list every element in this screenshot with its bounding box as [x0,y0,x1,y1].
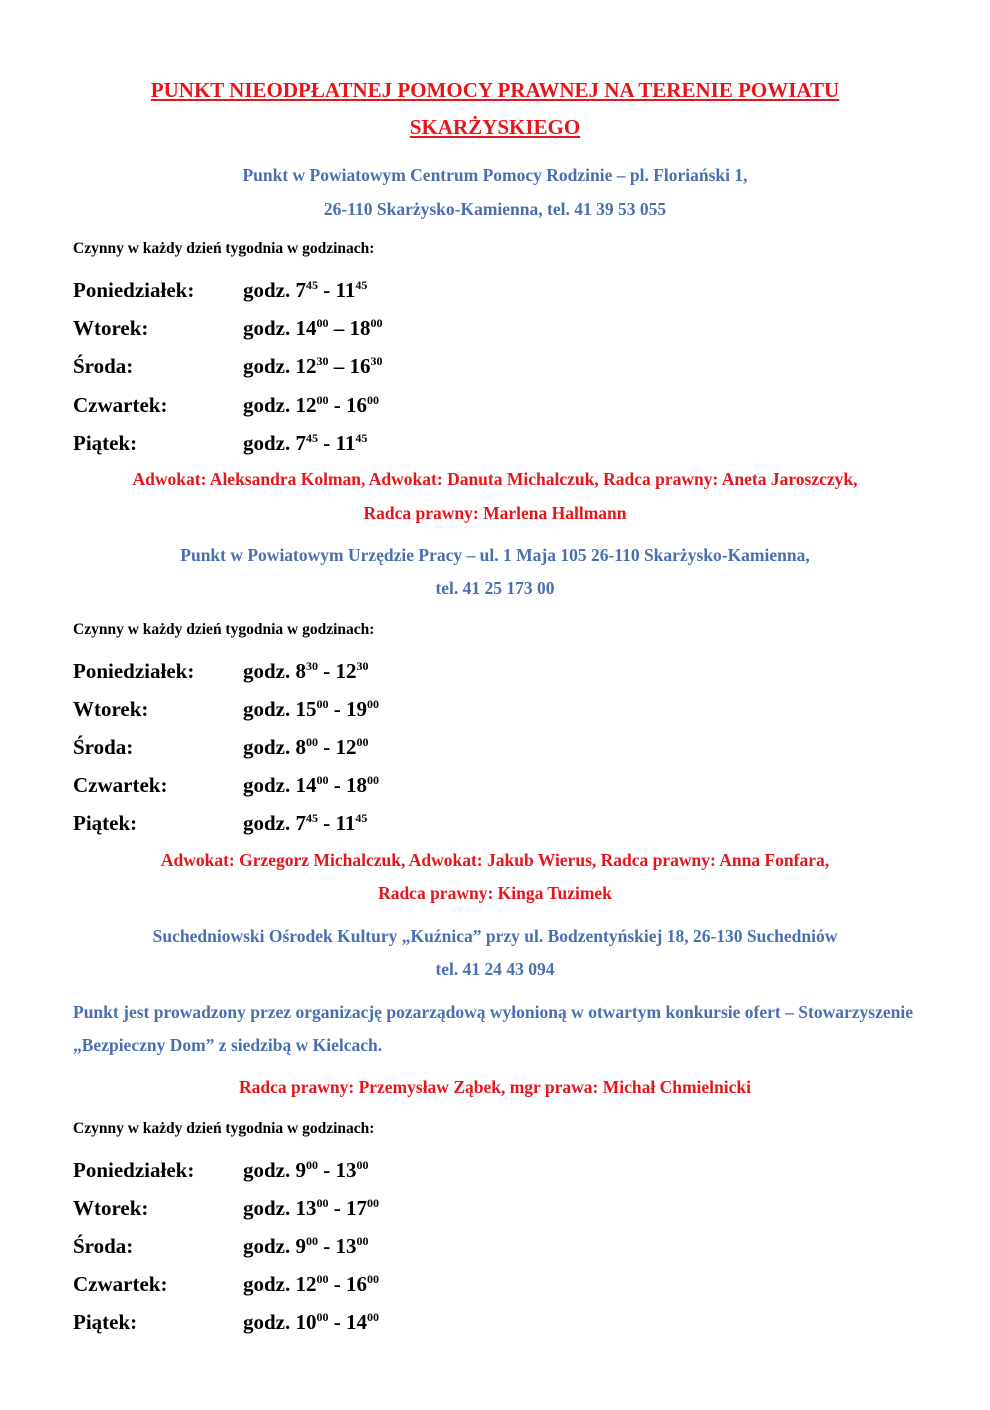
start-minutes: 30 [306,659,318,673]
schedule-row [73,1310,379,1335]
start-minutes: 00 [316,1272,329,1286]
time-prefix: godz. [243,431,296,455]
schedule-row [73,773,379,798]
schedule-time [243,1272,379,1296]
time-separator: - [328,697,346,721]
start-minutes: 00 [306,735,318,749]
end-hour: 18 [349,316,371,340]
time-prefix: godz. [243,393,296,417]
schedule-day: Środa: [73,354,134,378]
time-separator: - [328,1272,346,1296]
schedule-row [73,316,383,341]
time-separator: - [328,393,346,417]
schedule-time [243,1234,369,1258]
schedule-row [73,278,367,303]
start-minutes: 00 [306,1158,318,1172]
schedule-row [73,1272,379,1297]
time-separator: – [328,354,350,378]
end-minutes: 00 [367,773,379,787]
end-minutes: 00 [370,316,383,330]
end-hour: 18 [346,773,367,797]
start-hour: 8 [295,659,306,683]
start-minutes: 45 [306,811,318,825]
end-hour: 17 [346,1196,367,1220]
time-separator: - [318,1158,336,1182]
time-prefix: godz. [243,773,296,797]
time-separator: – [328,316,350,340]
time-prefix: godz. [243,659,296,683]
end-minutes: 00 [367,1196,379,1210]
time-prefix: godz. [243,1196,296,1220]
section-2-hours-intro: Czynny w każdy dzień tygodnia w godzinach: [73,621,375,638]
start-hour: 9 [295,1234,306,1258]
section-3-location-line-2: tel. 41 24 43 094 [435,959,555,979]
section-1-lawyers-line-2: Radca prawny: Marlena Hallmann [363,503,627,523]
start-minutes: 00 [316,697,329,711]
end-minutes: 00 [356,1158,369,1172]
schedule-row [73,1234,369,1259]
section-3-location-line-1: Suchedniowski Ośrodek Kultury „Kuźnica” przy ul. Bodzentyńskiej 18, 26-130 Suchedniów [152,926,838,946]
start-minutes: 45 [306,431,318,445]
section-2-lawyers-line-2: Radca prawny: Kinga Tuzimek [378,883,612,903]
start-hour: 15 [295,697,317,721]
end-hour: 12 [335,659,357,683]
end-hour: 16 [346,393,367,417]
document-title-line-2: SKARŻYSKIEGO [409,115,581,139]
schedule-time [243,1158,369,1182]
start-hour: 12 [295,1272,317,1296]
schedule-day: Poniedziałek: [73,1158,195,1182]
time-prefix: godz. [243,1234,296,1258]
start-hour: 14 [295,773,317,797]
time-separator: - [328,1196,346,1220]
schedule-time [243,393,379,417]
time-separator: - [328,1310,346,1334]
section-3-lawyers-line-1: Radca prawny: Przemysław Ząbek, mgr prawa: Michał Chmielnicki [238,1077,751,1097]
time-prefix: godz. [243,811,296,835]
end-hour: 11 [335,278,356,302]
end-hour: 13 [335,1158,357,1182]
schedule-row [73,354,383,379]
start-minutes: 00 [316,773,329,787]
schedule-day: Czwartek: [73,773,168,797]
time-prefix: godz. [243,1272,296,1296]
start-minutes: 00 [306,1234,318,1248]
start-minutes: 45 [306,278,318,292]
schedule-time [243,431,367,455]
section-2-lawyers-line-1: Adwokat: Grzegorz Michalczuk, Adwokat: Jakub Wierus, Radca prawny: Anna Fonfara, [160,850,830,870]
section-1-location-line-2: 26-110 Skarżysko-Kamienna, tel. 41 39 53 055 [323,199,667,219]
schedule-time [243,697,379,721]
end-minutes: 45 [355,278,368,292]
schedule-row [73,697,379,722]
schedule-row [73,735,369,760]
schedule-time [243,316,383,340]
start-hour: 12 [295,354,317,378]
start-hour: 12 [295,393,317,417]
end-minutes: 00 [367,393,379,407]
start-minutes: 00 [316,316,329,330]
end-minutes: 00 [356,735,369,749]
start-hour: 14 [295,316,317,340]
schedule-time [243,1310,379,1334]
time-prefix: godz. [243,316,296,340]
start-hour: 10 [295,1310,317,1334]
end-hour: 19 [346,697,367,721]
schedule-row [73,811,367,836]
end-minutes: 30 [356,659,369,673]
schedule-time [243,811,367,835]
schedule-time [243,735,369,759]
schedule-time [243,354,383,378]
time-prefix: godz. [243,735,296,759]
section-3-note: Punkt jest prowadzony przez organizację pozarządową wyłonioną w otwartym konkursie ofert – Stowarzyszenie „Bezpieczny Dom” z siedzibą w Kielcach. [73,1002,913,1055]
time-prefix: godz. [243,278,296,302]
end-minutes: 45 [355,431,368,445]
section-1-lawyers-line-1: Adwokat: Aleksandra Kolman, Adwokat: Danuta Michalczuk, Radca prawny: Aneta Jaroszczyk, [132,469,858,489]
time-separator: - [318,1234,336,1258]
end-minutes: 00 [367,697,379,711]
start-minutes: 00 [316,1310,329,1324]
start-hour: 9 [295,1158,306,1182]
section-2-location-line-1: Punkt w Powiatowym Urzędzie Pracy – ul. 1 Maja 105 26-110 Skarżysko-Kamienna, [180,545,810,565]
end-minutes: 00 [367,1272,379,1286]
schedule-day: Poniedziałek: [73,659,195,683]
schedule-day: Piątek: [73,1310,138,1334]
schedule-time [243,659,369,683]
section-2-location-line-2: tel. 41 25 173 00 [435,578,555,598]
schedule-row [73,393,379,418]
schedule-day: Czwartek: [73,1272,168,1296]
schedule-day: Czwartek: [73,393,168,417]
end-hour: 11 [335,431,356,455]
schedule-row [73,431,367,456]
schedule-time [243,278,367,302]
section-3-hours-intro: Czynny w każdy dzień tygodnia w godzinach: [73,1120,375,1137]
schedule-day: Poniedziałek: [73,278,195,302]
section-1-location-line-1: Punkt w Powiatowym Centrum Pomocy Rodzinie – pl. Floriański 1, [242,165,748,185]
end-hour: 14 [346,1310,367,1334]
end-minutes: 30 [370,354,383,368]
time-separator: - [318,431,336,455]
time-prefix: godz. [243,697,296,721]
schedule-day: Piątek: [73,431,138,455]
start-minutes: 30 [316,354,329,368]
time-separator: - [318,278,336,302]
schedule-day: Środa: [73,735,134,759]
time-prefix: godz. [243,354,296,378]
schedule-row [73,1158,369,1183]
schedule-day: Piątek: [73,811,138,835]
end-minutes: 00 [367,1310,379,1324]
schedule-day: Wtorek: [73,1196,149,1220]
end-hour: 11 [335,811,356,835]
start-hour: 7 [295,431,306,455]
start-hour: 7 [295,811,306,835]
time-prefix: godz. [243,1310,296,1334]
time-separator: - [328,773,346,797]
end-hour: 12 [335,735,357,759]
start-hour: 13 [295,1196,317,1220]
end-minutes: 45 [355,811,368,825]
time-separator: - [318,659,336,683]
schedule-time [243,773,379,797]
end-hour: 16 [349,354,371,378]
schedule-row [73,659,369,684]
time-separator: - [318,811,336,835]
end-hour: 13 [335,1234,357,1258]
start-hour: 8 [295,735,306,759]
schedule-day: Wtorek: [73,697,149,721]
start-minutes: 00 [316,1196,329,1210]
end-hour: 16 [346,1272,367,1296]
document-title-line-1: PUNKT NIEODPŁATNEJ POMOCY PRAWNEJ NA TERENIE POWIATU [150,78,840,102]
schedule-day: Wtorek: [73,316,149,340]
schedule-day: Środa: [73,1234,134,1258]
section-1-hours-intro: Czynny w każdy dzień tygodnia w godzinach: [73,240,375,257]
time-separator: - [318,735,336,759]
end-minutes: 00 [356,1234,369,1248]
schedule-row [73,1196,379,1221]
time-prefix: godz. [243,1158,296,1182]
schedule-time [243,1196,379,1220]
start-minutes: 00 [316,393,329,407]
start-hour: 7 [295,278,306,302]
